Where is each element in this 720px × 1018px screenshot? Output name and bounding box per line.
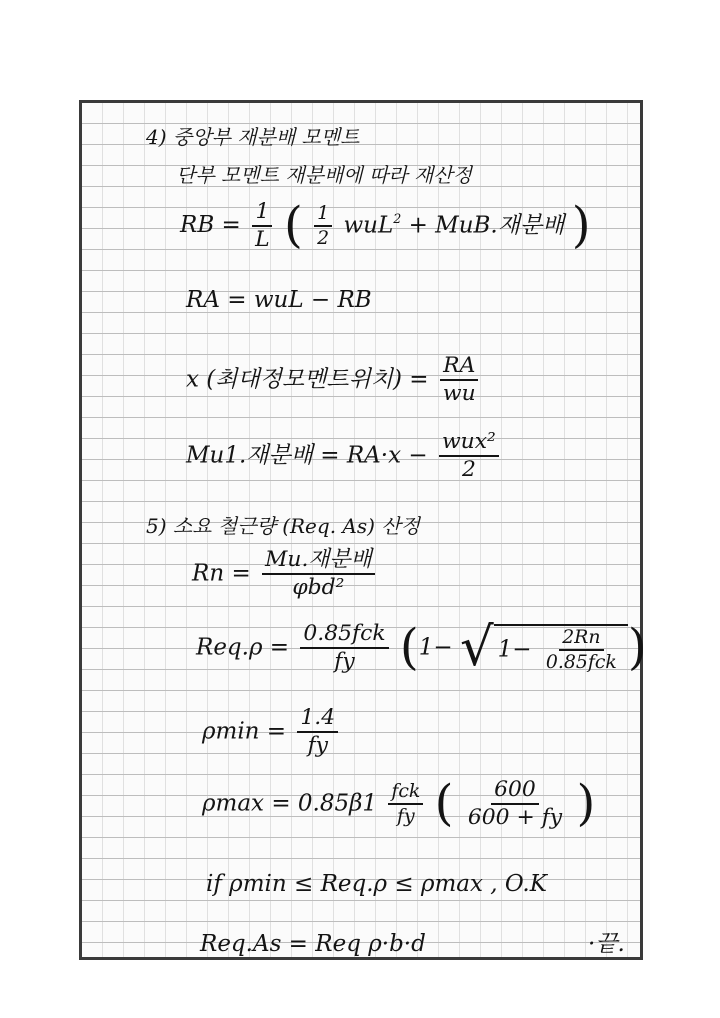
rhomax-f-den: fy <box>397 804 415 827</box>
rn-num: Mu.재분배 <box>262 549 375 575</box>
equation-rn <box>192 549 379 599</box>
rhomin-num: 1.4 <box>297 707 338 733</box>
rhomin-den: fy <box>307 732 328 758</box>
mu-num: wux² <box>439 431 499 457</box>
rho-inner-num: 2Rn <box>559 628 603 651</box>
rho-fraction <box>300 623 388 673</box>
x-fraction <box>440 355 479 405</box>
equation-req-as: Req.As = Req ρ·b·d <box>200 931 426 957</box>
rb-equals: = <box>221 211 241 238</box>
x-num: RA <box>440 355 478 381</box>
equation-x <box>186 355 483 405</box>
mu-fraction <box>439 431 499 481</box>
rb-fraction-num: 1 <box>252 201 272 227</box>
rhomax-f-num: fck <box>388 782 423 805</box>
end-mark: ·끝. <box>588 931 625 957</box>
section-5-title: 5) 소요 철근량 (Req. As) 산정 <box>146 514 420 538</box>
rn-fraction <box>262 549 375 599</box>
rhomax-p-den: 600 + fy <box>467 804 563 830</box>
rho-inner-den: 0.85fck <box>545 650 617 673</box>
equation-mu1 <box>186 431 503 481</box>
rb-fraction-den: L <box>255 226 270 252</box>
equation-ra: RA = wuL − RB <box>186 287 372 313</box>
x-den: wu <box>442 380 476 406</box>
mu-lhs: Mu1.재분배 = RA·x − <box>186 442 428 469</box>
rb-inner-term: wuL <box>343 212 394 239</box>
mu-den: 2 <box>461 456 476 482</box>
equation-rb: RB = $\frac{1}{L}$ ( $\frac{1}{2}$ wuL$^2$ + MuB.재분배 ) <box>180 197 591 254</box>
rb-inner-num: 1 <box>314 204 332 227</box>
condition-line: if ρmin ≤ Req.ρ ≤ ρmax , O.K <box>206 871 547 897</box>
rho-inner-fraction <box>543 625 620 673</box>
rho-inner-one: 1− <box>497 636 532 663</box>
rhomin-lhs: ρmin = <box>202 718 287 745</box>
section-4-title: 4) 중앙부 재분배 모멘트 <box>146 125 360 149</box>
rn-lhs: Rn = <box>192 560 251 587</box>
rho-lhs: Req.ρ = <box>196 634 290 661</box>
equation-req-rho: Req.ρ = $\frac{\text{0.85fck}}{fy}$ (1− √ 1− $\frac{2Rn}{\text{0.85fck}}$ ) <box>196 616 647 678</box>
equation-rho-min <box>202 707 342 757</box>
rb-square: 2 <box>393 211 402 226</box>
rb-lhs: RB <box>180 211 215 238</box>
equation-rho-max: ρmax = 0.85β1 $\frac{\text{fck}}{fy}$ ( $\frac{600}{600 + fy}$ ) <box>202 775 596 832</box>
rb-inner-fraction <box>314 201 332 249</box>
rhomax-lhs: ρmax = 0.85β1 <box>202 790 378 817</box>
rhomax-f-fraction <box>388 779 423 827</box>
rb-plus-term: + MuB.재분배 <box>408 212 565 239</box>
section-4-subtitle: 단부 모멘트 재분배에 따라 재산정 <box>176 163 472 187</box>
rhomax-p-fraction <box>465 779 565 829</box>
rhomin-fraction <box>297 707 338 757</box>
rho-den: fy <box>334 648 355 674</box>
rho-sqrt: √ 1− $\frac{2Rn}{\text{0.85fck}}$ <box>460 624 628 672</box>
rb-inner-den: 2 <box>317 226 330 249</box>
notebook-page <box>79 100 647 960</box>
rb-fraction <box>252 201 273 251</box>
x-lhs: x (최대정모멘트위치) = <box>186 366 429 393</box>
rn-den: φbd² <box>292 574 345 600</box>
rho-num: 0.85fck <box>300 623 388 649</box>
rhomax-p-num: 600 <box>491 779 539 805</box>
rho-one: 1− <box>418 634 453 661</box>
